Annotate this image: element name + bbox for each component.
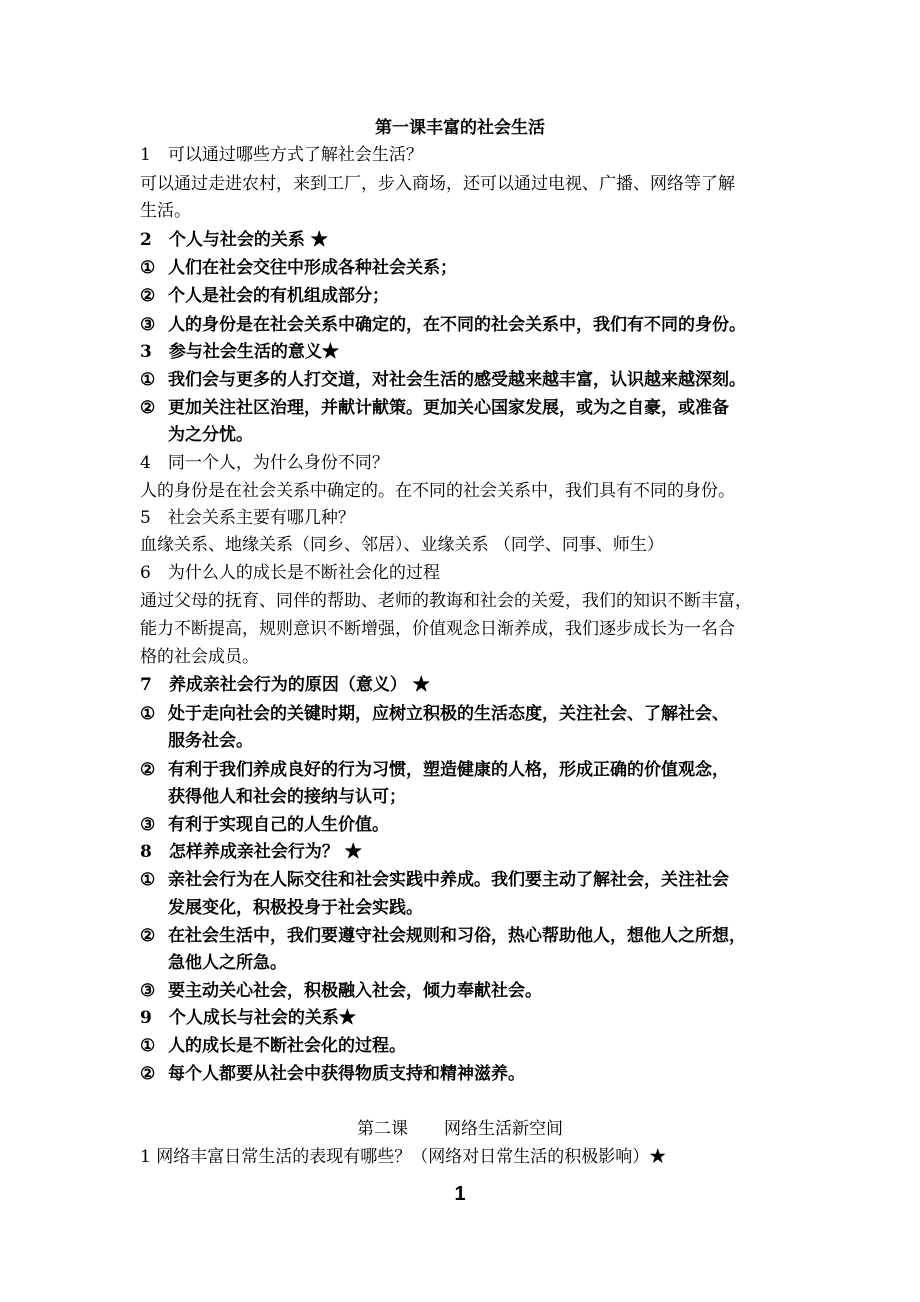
question-9: 9 个人成长与社会的关系★ (140, 1008, 356, 1028)
answer-5: 血缘关系、地缘关系（同乡、邻居）、业缘关系 （同学、同事、师生） (140, 535, 664, 555)
q8-item-2: ② 在社会生活中，我们要遵守社会规则和习俗，热心帮助他人，想他人之所想， (140, 926, 746, 946)
q8-item-2-continued: 急他人之所急。 (168, 953, 287, 973)
q9-item-2: ② 每个人都要从社会中获得物质支持和精神滋养。 (140, 1064, 525, 1084)
lesson2-title: 第二课 网络生活新空间 (357, 1119, 563, 1139)
q2-item-1: ① 人们在社会交往中形成各种社会关系； (140, 258, 457, 278)
q8-item-1-continued: 发展变化，积极投身于社会实践。 (168, 898, 423, 918)
question-6: 6 为什么人的成长是不断社会化的过程 (140, 563, 440, 583)
answer-1-line-1: 可以通过走进农村，来到工厂，步入商场，还可以通过电视、广播、网络等了解 (140, 174, 735, 194)
answer-6-line-1: 通过父母的抚育、同伴的帮助、老师的教诲和社会的关爱，我们的知识不断丰富， (140, 591, 752, 611)
q8-item-3: ③ 要主动关心社会，积极融入社会，倾力奉献社会。 (140, 981, 542, 1001)
q2-item-3: ③ 人的身份是在社会关系中确定的，在不同的社会关系中，我们有不同的身份。 (140, 315, 746, 335)
answer-6-line-3: 格的社会成员。 (140, 647, 259, 667)
question-8: 8 怎样养成亲社会行为？ ★ (140, 842, 362, 862)
q9-item-1: ① 人的成长是不断社会化的过程。 (140, 1036, 406, 1056)
answer-1-line-2: 生活。 (140, 201, 191, 221)
q7-item-1: ① 处于走向社会的关键时期，应树立积极的生活态度，关注社会、了解社会、 (140, 704, 729, 724)
q3-item-2: ② 更加关注社区治理，并献计献策。更加关心国家发展，或为之自豪，或准备 (140, 398, 729, 418)
question-7: 7 养成亲社会行为的原因（意义） ★ (140, 675, 430, 695)
q7-item-1-continued: 服务社会。 (168, 731, 253, 751)
question-5: 5 社会关系主要有哪几种？ (140, 508, 355, 528)
q3-item-2-continued: 为之分忧。 (168, 425, 253, 445)
q7-item-2-continued: 获得他人和社会的接纳与认可； (168, 787, 406, 807)
question-2: 2 个人与社会的关系 ★ (140, 230, 328, 250)
question-3: 3 参与社会生活的意义★ (140, 342, 339, 362)
answer-6-line-2: 能力不断提高，规则意识不断增强，价值观念日渐养成，我们逐步成长为一名合 (140, 619, 735, 639)
q3-item-1: ① 我们会与更多的人打交道，对社会生活的感受越来越丰富，认识越来越深刻。 (140, 370, 746, 390)
question-1: 1 可以通过哪些方式了解社会生活？ (140, 145, 423, 165)
page-number: 1 (454, 1183, 466, 1205)
question-4: 4 同一个人，为什么身份不同？ (140, 453, 389, 473)
q7-item-2: ② 有利于我们养成良好的行为习惯，塑造健康的人格，形成正确的价值观念， (140, 760, 729, 780)
lesson2-question-1: 1 网络丰富日常生活的表现有哪些？（网络对日常生活的积极影响）★ (140, 1147, 667, 1167)
lesson1-title: 第一课丰富的社会生活 (375, 118, 545, 138)
answer-4: 人的身份是在社会关系中确定的。在不同的社会关系中，我们具有不同的身份。 (140, 481, 735, 501)
q8-item-1: ① 亲社会行为在人际交往和社会实践中养成。我们要主动了解社会，关注社会 (140, 870, 729, 890)
q7-item-3: ③ 有利于实现自己的人生价值。 (140, 815, 389, 835)
q2-item-2: ② 个人是社会的有机组成部分； (140, 286, 389, 306)
